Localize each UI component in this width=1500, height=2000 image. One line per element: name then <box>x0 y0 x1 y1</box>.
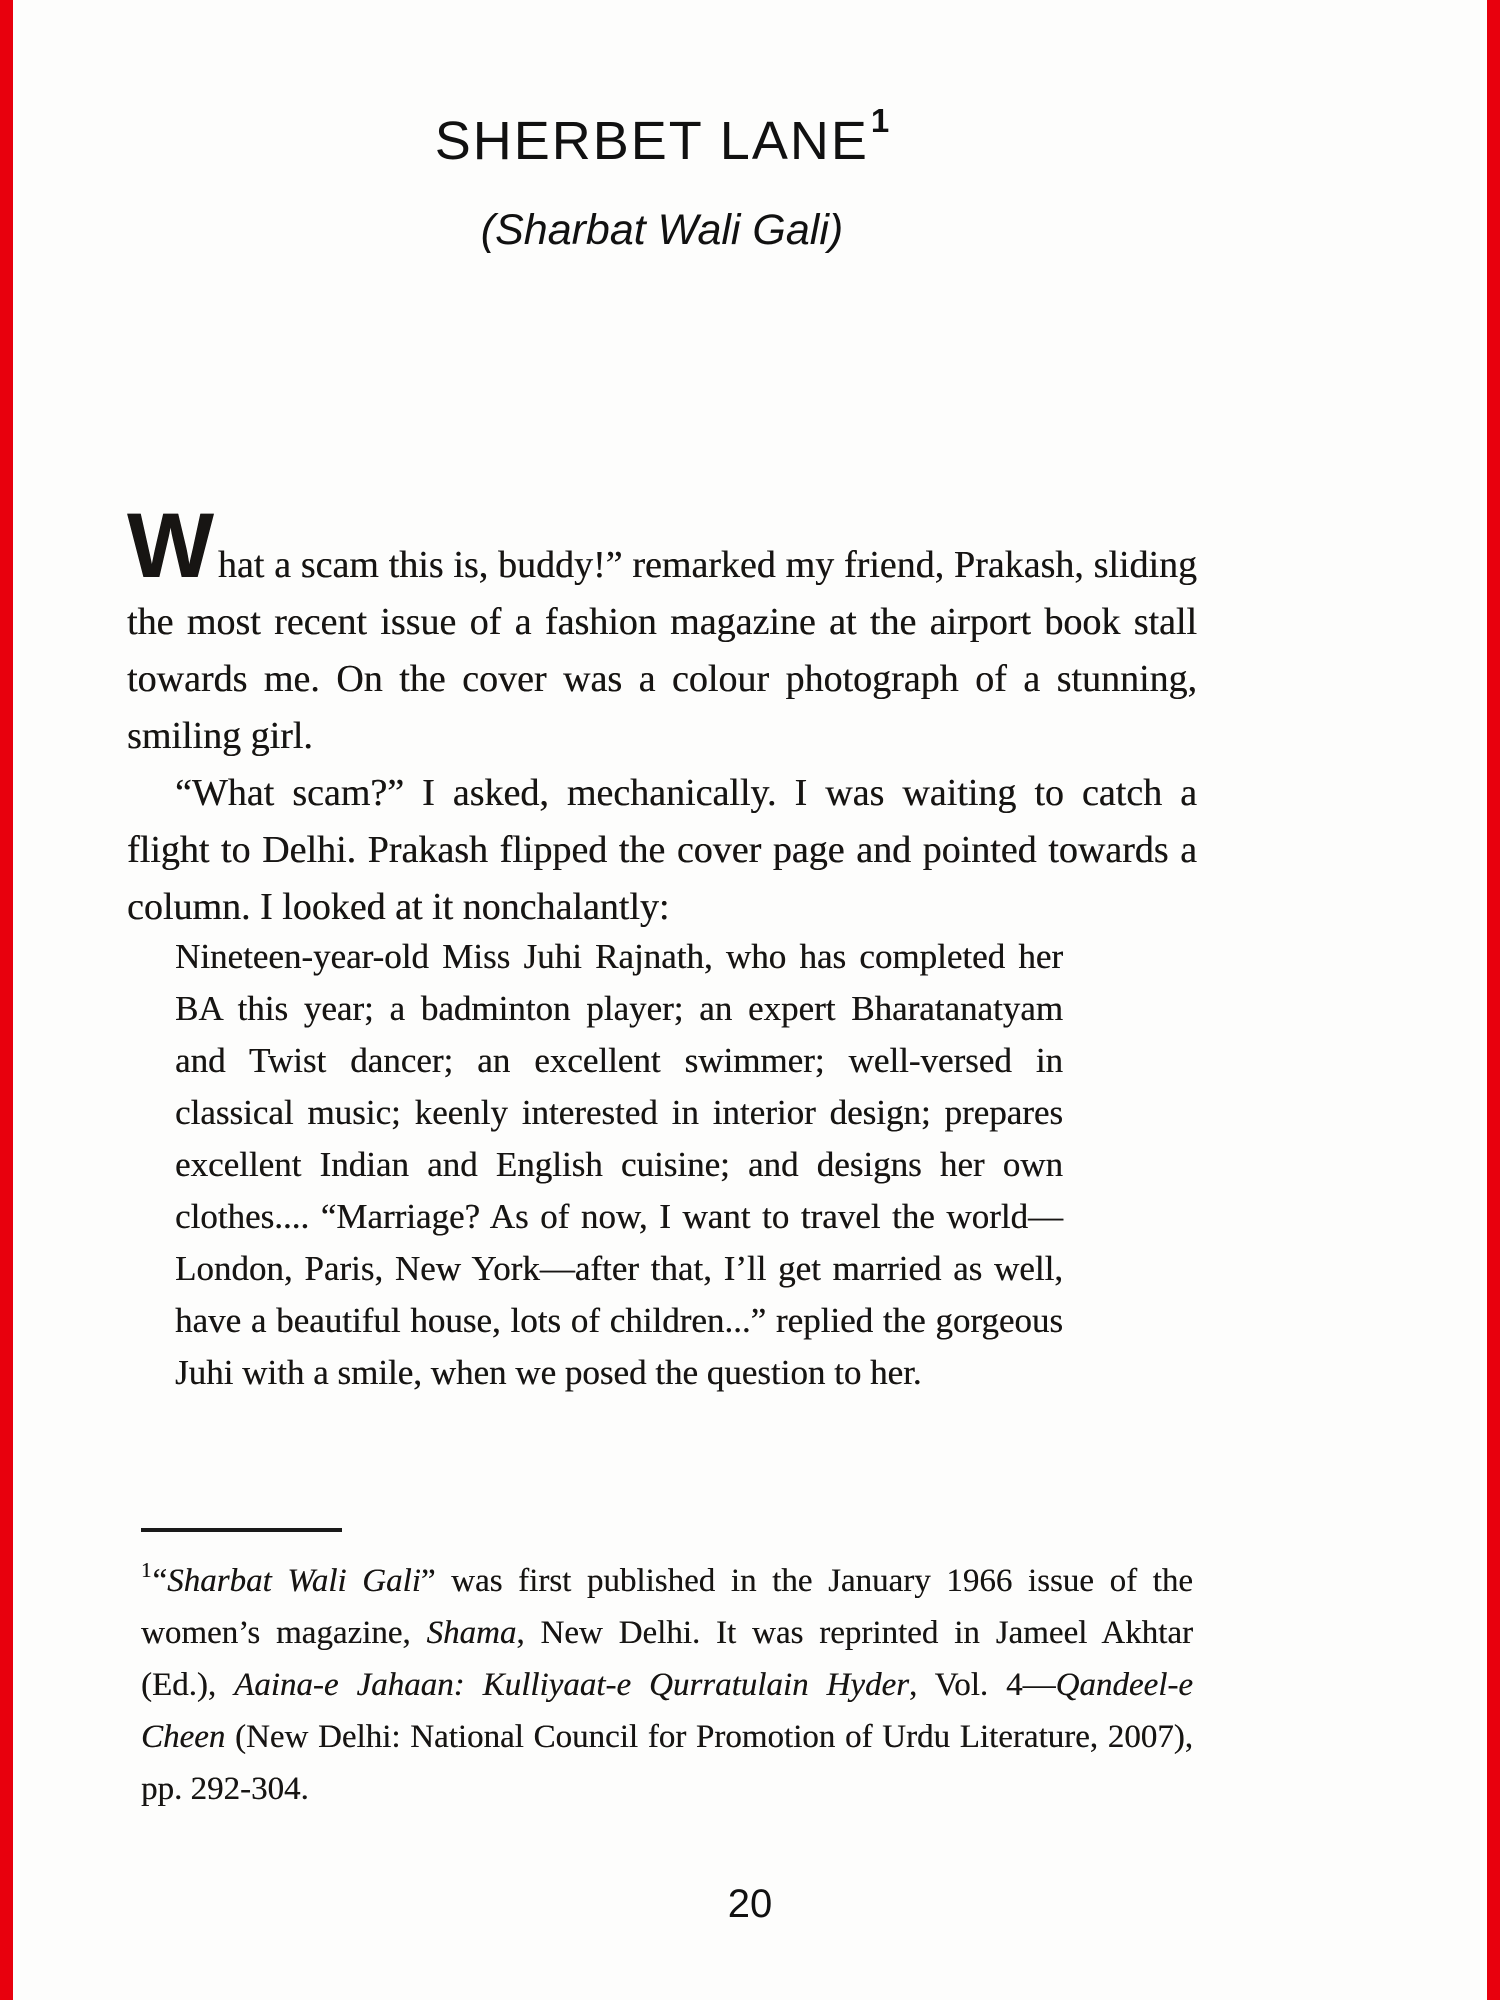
chapter-title-footnote-ref: 1 <box>870 102 892 139</box>
footnote-seg-0: “ <box>152 1563 168 1599</box>
footnote-seg-3: Shama <box>426 1615 517 1651</box>
footnote-seg-6: , Vol. 4— <box>909 1667 1056 1703</box>
footnote-marker: 1 <box>141 1558 152 1582</box>
paragraph-1-text: hat a scam this is, buddy!” remarked my friend, Prakash, sliding the most recent issue of a fashion magazine at the airport book stall towards me. On the cover was a colour photograph of a stunning, smiling girl. <box>127 544 1197 757</box>
footnote <box>141 1546 1193 1815</box>
page-content <box>127 0 1197 2000</box>
chapter-subtitle: (Sharbat Wali Gali) <box>480 206 844 254</box>
footnote-seg-1: Sharbat Wali Gali <box>167 1563 421 1599</box>
footnote-seg-2: ” was first published in the January 1966 issue of the women’s magazine, <box>141 1563 1193 1651</box>
footnote-seg-8: (New Delhi: National Council for Promotion of Urdu Literature, 2007), pp. 292-304. <box>141 1719 1193 1807</box>
page-number: 20 <box>727 1882 773 1926</box>
footnote-seg-4: , New Delhi. It was reprinted in Jameel Akhtar (Ed.), <box>141 1615 1193 1703</box>
left-scan-edge <box>0 0 13 2000</box>
paragraph-2: “What scam?” I asked, mechanically. I was waiting to catch a flight to Delhi. Prakash flipped the cover page and pointed towards a column. I looked at it nonchalantly: <box>127 772 1197 928</box>
chapter-title-text: SHERBET LANE <box>434 111 869 171</box>
paragraph-1 <box>127 495 1197 765</box>
chapter-title <box>127 102 1197 172</box>
right-scan-edge <box>1487 0 1500 2000</box>
footnote-seg-5: Aaina-e Jahaan: Kulliyaat-e Qurratulain Hyder <box>234 1667 909 1703</box>
raised-initial-cap: W <box>127 495 214 597</box>
footnote-seg-7: Qandeel-e Cheen <box>141 1667 1194 1755</box>
magazine-column-quote: Nineteen-year-old Miss Juhi Rajnath, who has completed her BA this year; a badminton player; an expert Bharatanatyam and Twist dancer; an excellent swimmer; well-versed in classical music; keenly interested in interior design; prepares excellent Indian and English cuisine; and designs her own clothes.... “Marriage? As of now, I want to travel the world—London, Paris, New York—after that, I’ll get married as well, have a beautiful house, lots of children...” replied the gorgeous Juhi with a smile, when we posed the question to her. <box>175 937 1063 1392</box>
footnote-separator-rule <box>141 1528 342 1532</box>
